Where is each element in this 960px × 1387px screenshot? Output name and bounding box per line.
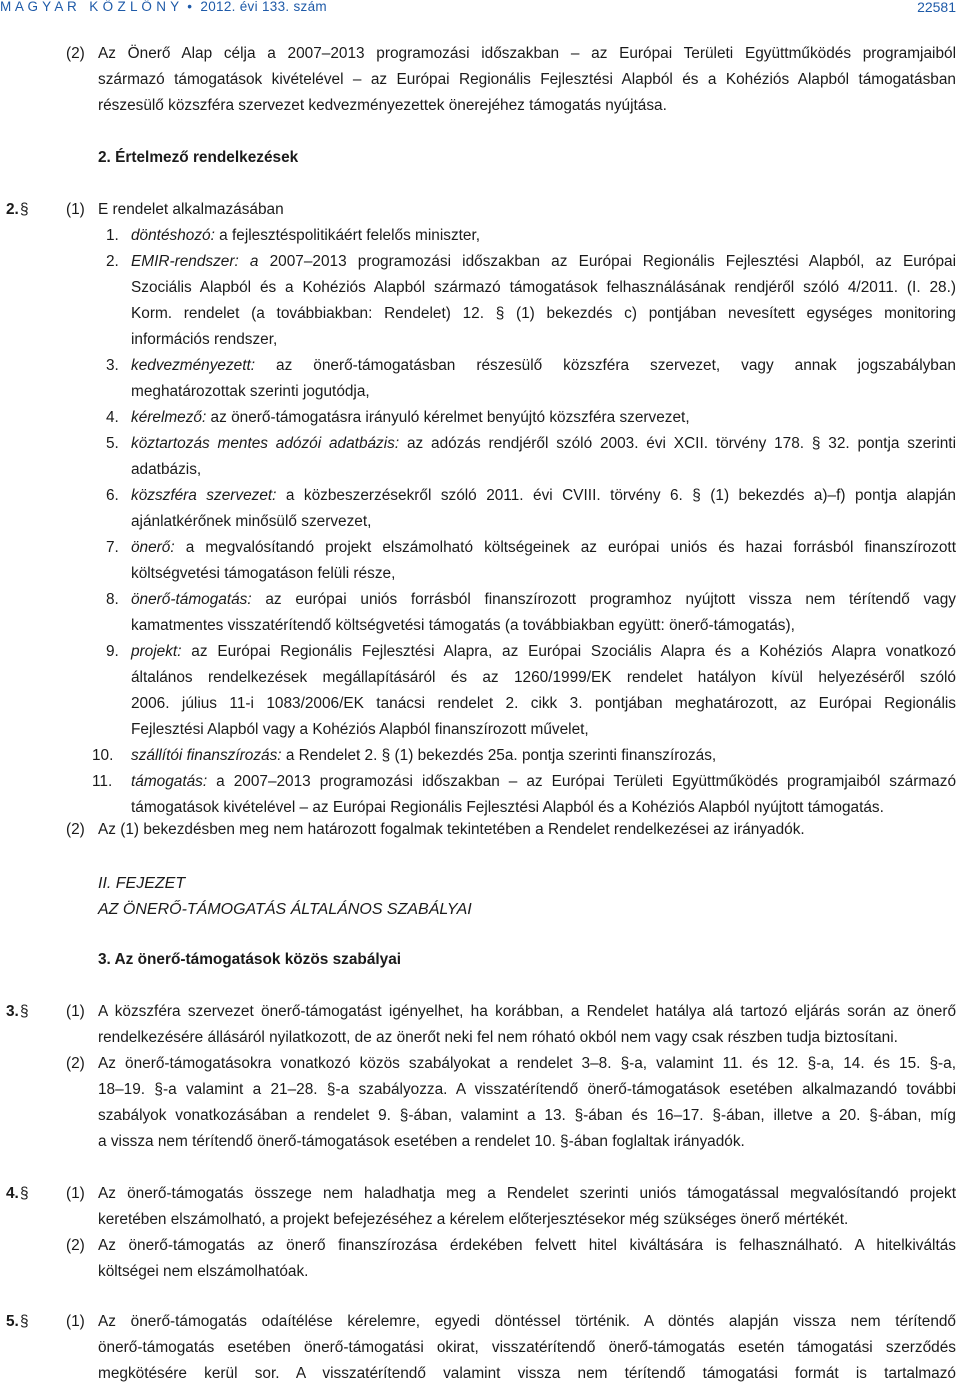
- definition-number: 7.: [106, 539, 119, 556]
- section-number: 4.: [6, 1185, 19, 1202]
- defined-term: kérelmező:: [131, 409, 207, 426]
- definition-text: támogatások kivételével – az Európai Regionális Fejlesztési Alapból és a Kohéziós Alapból nyújtott támogatás.: [131, 799, 884, 816]
- section-number: 5.: [6, 1313, 19, 1330]
- text-line: származó támogatások kivételével – az Európai Regionális Fejlesztési Alapból és a Kohéziós Alapból támogatásban: [98, 71, 956, 88]
- text-line: Az Önerő Alap célja a 2007–2013 programozási időszakban – az Európai Területi Együttműködés programjaiból: [98, 45, 956, 62]
- definition-text: az Európai Regionális Fejlesztési Alapra, az Európai Szociális Alapra és a Kohéziós Alapra vonatkozó: [181, 643, 956, 660]
- definition-line: [131, 535, 956, 561]
- page-header: [0, 0, 960, 16]
- paragraph-text: Az (1) bekezdésben meg nem határozott fogalmak tekintetében a Rendelet rendelkezései az irányadók.: [98, 821, 805, 838]
- defined-term: kedvezményezett:: [131, 357, 256, 374]
- definition-number: 1.: [106, 227, 119, 244]
- definition-number: 10.: [92, 747, 114, 764]
- definition-text: kamatmentes visszatérítendő költségvetési támogatás (a továbbiakban együtt: önerő-támogatás),: [131, 617, 795, 634]
- section-heading: 3. Az önerő-támogatások közös szabályai: [98, 951, 402, 968]
- definition-line: [131, 691, 956, 717]
- defined-term: döntéshozó:: [131, 227, 215, 244]
- definition-text: az önerő-támogatásban részesülő közszféra szervezet, vagy annak jogszabályban: [255, 357, 956, 374]
- definition-line: [131, 405, 956, 431]
- text-line: keretében elszámolható, a projekt befejezéséhez a kérelem előterjesztésekor még szükséges önerő mértékét.: [98, 1211, 849, 1228]
- definition-number: 9.: [106, 643, 119, 660]
- definition-text: Korm. rendelet (a továbbiakban: Rendelet) 12. § (1) bekezdés c) pontjában nevesített egységes monitoring: [131, 305, 956, 322]
- definition-number: 6.: [106, 487, 119, 504]
- text-line: Az önerő-támogatás összege nem haladhatja meg a Rendelet szerinti uniós támogatással megvalósítandó projekt: [98, 1185, 956, 1202]
- defined-term: projekt:: [131, 643, 182, 660]
- definition-text: a Rendelet 2. § (1) bekezdés 25a. pontja szerinti finanszírozás,: [281, 747, 717, 764]
- defined-term: közszféra szervezet:: [131, 487, 277, 504]
- definition-text: az adózás rendjéről szóló 2003. évi XCII. törvény 178. § 32. pontja szerinti: [399, 435, 956, 452]
- chapter-title: AZ ÖNERŐ-TÁMOGATÁS ÁLTALÁNOS SZABÁLYAI: [98, 901, 472, 918]
- definition-line: [131, 665, 956, 691]
- definition-text: ajánlatkérőnek minősülő szervezet,: [131, 513, 372, 530]
- defined-term: köztartozás mentes adózói adatbázis:: [131, 435, 400, 452]
- definition-text: Szociális Alapból és a Kohéziós Alapból származó támogatások felhasználásának rendjéről szóló 4/2011. (I. 28.): [131, 279, 956, 296]
- text-line: 18–19. §-a valamint a 21–28. §-a szabályozza. A visszatérítendő önerő-támogatások esetében alkalmazandó további: [98, 1081, 956, 1098]
- definition-line: [131, 249, 956, 275]
- text-line: költségei nem elszámolhatóak.: [98, 1263, 309, 1280]
- definition-number: 4.: [106, 409, 119, 426]
- defined-term: támogatás:: [131, 773, 208, 790]
- text-line: önerő-támogatás esetében önerő-támogatási okirat, visszatérítendő önerő-támogatás esetén támogatási szerződés: [98, 1339, 956, 1356]
- section-heading: 2. Értelmező rendelkezések: [98, 149, 299, 166]
- text-line: A közszféra szervezet önerő-támogatást igényelhet, ha korábban, a Rendelet hatálya alá tartozó eljárás során az önerő: [98, 1003, 956, 1020]
- definition-text: Fejlesztési Alapból vagy a Kohéziós Alapból finanszírozott művelet,: [131, 721, 589, 738]
- text-line: rendelkezésére állásáról nyilatkozott, de az önerőt neki fel nem róható okból nem vagy csak részben tudja biztosítani.: [98, 1029, 898, 1046]
- defined-term: EMIR-rendszer: a: [131, 253, 259, 270]
- definition-number: 2.: [106, 253, 119, 270]
- definition-line: [131, 743, 956, 769]
- definition-line: [131, 613, 956, 639]
- chapter-number: II. FEJEZET: [98, 875, 186, 892]
- definition-line: [131, 431, 956, 457]
- paragraph-number: (1): [66, 1185, 85, 1202]
- text-line: szabályok vonatkozásában a rendelet 9. §-ában, valamint a 13. §-ában és 16–17. §-ában, illetve a 20. §-ában, míg: [98, 1107, 956, 1124]
- defined-term: önerő:: [131, 539, 175, 556]
- paragraph-number: (1): [66, 1003, 85, 1020]
- paragraph-number: (2): [66, 821, 85, 838]
- definition-text: információs rendszer,: [131, 331, 278, 348]
- journal-header: M A G Y A R K Ö Z L Ö N Y • 2012. évi 133. szám: [0, 0, 327, 14]
- definition-line: [131, 639, 956, 665]
- section-sign: §: [20, 1003, 29, 1020]
- section-number: 3.: [6, 1003, 19, 1020]
- definition-text: a 2007–2013 programozási időszakban – az Európai Területi Együttműködés programjaiból származó: [207, 773, 956, 790]
- defined-term: önerő-támogatás:: [131, 591, 252, 608]
- definition-line: [131, 379, 956, 405]
- section-number: 2.: [6, 201, 19, 218]
- text-line: Az önerő-támogatásokra vonatkozó közös szabályokat a rendelet 3–8. §-a, valamint 11. és 12. §-a, 14. és 15. §-a,: [98, 1055, 956, 1072]
- page-number: 22581: [917, 0, 956, 15]
- definition-text: általános rendelkezések megállapításáról és az 1260/1999/EK rendelet hatályon kívül helyezéséről szóló: [131, 669, 956, 686]
- definition-number: 11.: [92, 773, 113, 790]
- definition-text: 2006. július 11-i 1083/2006/EK tanácsi rendelet 2. cikk 3. pontjában meghatározott, az Európai Regionális: [131, 695, 956, 712]
- definition-line: [131, 483, 956, 509]
- definition-number: 3.: [106, 357, 119, 374]
- definition-text: az európai uniós forrásból finanszírozott programhoz nyújtott vissza nem térítendő vagy: [251, 591, 956, 608]
- definition-line: [131, 717, 956, 743]
- definition-text: a fejlesztéspolitikáért felelős miniszter,: [214, 227, 481, 244]
- section-sign: §: [20, 1313, 29, 1330]
- paragraph-number: (2): [66, 45, 85, 62]
- definition-text: meghatározottak szerinti jogutódja,: [131, 383, 370, 400]
- definition-line: [131, 223, 956, 249]
- text-line: a vissza nem térítendő önerő-támogatások esetében a rendelet 10. §-ában foglaltak irányadók.: [98, 1133, 745, 1150]
- text-line: részesülő közszféra szervezet kedvezményezettek önerejéhez támogatás nyújtása.: [98, 97, 667, 114]
- section-sign: §: [20, 201, 29, 218]
- paragraph-number: (2): [66, 1237, 85, 1254]
- text-line: Az önerő-támogatás odaítélése kérelemre, egyedi döntéssel történik. A döntés alapján vissza nem térítendő: [98, 1313, 956, 1330]
- definition-line: [131, 769, 956, 795]
- definition-line: [131, 457, 956, 483]
- definition-line: [131, 509, 956, 535]
- paragraph-number: (2): [66, 1055, 85, 1072]
- text-line: Az önerő-támogatás az önerő finanszírozása érdekében felvett hitel kiváltására is felhasználható. A hitelkiváltás: [98, 1237, 956, 1254]
- text-line: megkötésére kerül sor. A visszatérítendő valamint vissza nem térítendő támogatási formát is tartalmazó: [98, 1365, 956, 1382]
- definition-line: [131, 561, 956, 587]
- definition-text: az önerő-támogatásra irányuló kérelmet benyújtó közszféra szervezet,: [206, 409, 690, 426]
- definition-text: költségvetési támogatáson felüli része,: [131, 565, 396, 582]
- defined-term: szállítói finanszírozás:: [131, 747, 282, 764]
- paragraph-number: (1): [66, 1313, 85, 1330]
- paragraph-number: (1): [66, 201, 85, 218]
- definition-text: a megvalósítandó projekt elszámolható költségeinek az európai uniós és hazai forrásból finanszírozott: [174, 539, 956, 556]
- definition-number: 8.: [106, 591, 119, 608]
- definition-line: [131, 301, 956, 327]
- section-sign: §: [20, 1185, 29, 1202]
- definition-line: [131, 587, 956, 613]
- definition-text: a közbeszerzésekről szóló 2011. évi CVIII. törvény 6. § (1) bekezdés a)–f) pontja alapján: [276, 487, 956, 504]
- definition-number: 5.: [106, 435, 119, 452]
- definition-line: [131, 275, 956, 301]
- definition-line: [131, 353, 956, 379]
- definition-line: [131, 327, 956, 353]
- definition-text: 2007–2013 programozási időszakban az Európai Regionális Fejlesztési Alapból, az Európai: [258, 253, 956, 270]
- paragraph-text: E rendelet alkalmazásában: [98, 201, 284, 218]
- definition-text: adatbázis,: [131, 461, 202, 478]
